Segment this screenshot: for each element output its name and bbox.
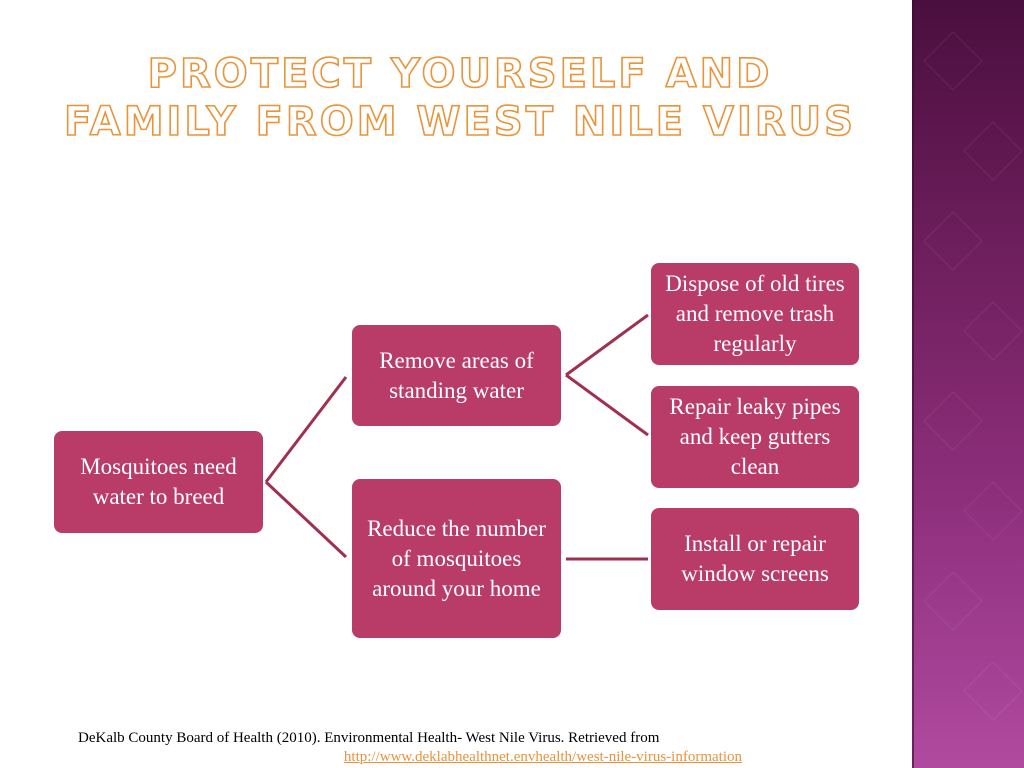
side-decoration-panel: [912, 0, 1024, 768]
diamond-pattern: [963, 661, 1022, 720]
node-leaf-1: Dispose of old tires and remove trash regularly: [651, 263, 859, 365]
citation-text: DeKalb County Board of Health (2010). Environmental Health- West Nile Virus. Retrieved from: [78, 730, 660, 746]
title-line-2: FAMILY FROM WEST NILE VIRUS: [64, 99, 856, 145]
node-branch-2: Reduce the number of mosquitoes around your home: [352, 479, 561, 638]
node-leaf-2: Repair leaky pipes and keep gutters clean: [651, 386, 859, 488]
node-leaf-3: Install or repair window screens: [651, 508, 859, 610]
node-root: Mosquitoes need water to breed: [54, 431, 263, 533]
connector-root-to-branch-1: [266, 377, 346, 482]
connector-branch-1-to-leaf-1: [566, 315, 648, 375]
title-line-1: PROTECT YOURSELF AND: [147, 51, 773, 97]
citation: [78, 729, 742, 767]
node-branch-1: Remove areas of standing water: [352, 325, 561, 426]
diamond-pattern: [963, 301, 1022, 360]
diamond-pattern: [923, 211, 982, 270]
diamond-pattern: [963, 121, 1022, 180]
citation-link[interactable]: http://www.deklabhealthnet.envhealth/west-nile-virus-information: [343, 749, 742, 765]
side-panel-edge: [912, 0, 914, 768]
connector-root-to-branch-2: [266, 482, 346, 557]
diamond-pattern: [923, 391, 982, 450]
connector-branch-1-to-leaf-2: [566, 375, 648, 435]
diamond-pattern: [963, 481, 1022, 540]
diamond-pattern: [923, 31, 982, 90]
diamond-pattern: [923, 571, 982, 630]
